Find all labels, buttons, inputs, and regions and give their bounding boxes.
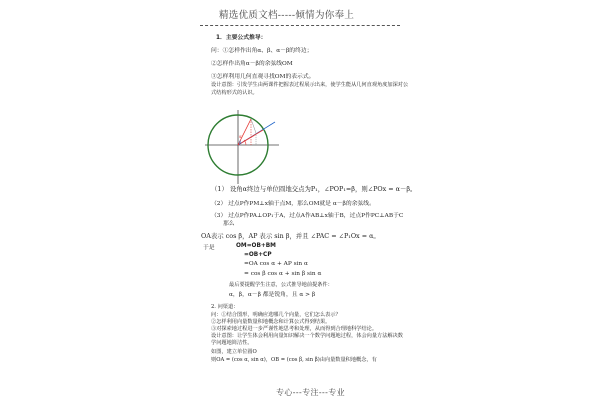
design-intent-line-1: 设计意图：引发学生由两课件把握表过程展示出来，使学生能从几何直观角度加深对公: [211, 82, 409, 88]
question-line-3: ③怎样利用几何直观寻找OM的表示式。: [211, 74, 315, 80]
section-title: 1．主要公式推导：: [216, 35, 267, 41]
section-2-question-2: ②怎样利用向量数量积地概念和计算公式得到结果。: [211, 319, 331, 325]
step-3-line-2: 那么: [223, 221, 235, 227]
section-2-title: 2. 问渠道：: [211, 304, 239, 310]
step-1: （1） 设角α终边与单位圆地交点为P₁，∠POP₁=β，则∠POx = α－β。: [211, 185, 417, 193]
angle-label-beta: β: [239, 140, 242, 145]
page-footer: 专心---专注---专业: [276, 388, 346, 397]
reminder-line-1: 最后要提醒学生注意，公式推导地前提条件：: [229, 282, 333, 288]
section-2-question-3: ③对探索地过程进一步严谨性地思考和处理，从而得到合理地科学结论。: [211, 326, 378, 332]
therefore-label: 于是: [203, 245, 215, 251]
section-2-intent-2: 学问题地简洁性。: [211, 340, 253, 346]
header-divider: [200, 25, 400, 26]
oa-statement: OA表示 cos β，AP 表示 sin β，并且 ∠PAC = ∠P₁Ox = α。: [201, 232, 380, 240]
section-2-question-1: 问：①结合图形，明确应选哪几个向量，它们怎么表示？: [211, 312, 341, 318]
section-2-intent-1: 设计意图：让学生体会利用向量知识解决一个数学问题地过程，体会向量方法解决数: [211, 333, 403, 339]
design-intent-line-2: 式结构形式的认识。: [211, 90, 258, 96]
equation-line-2: =OB+CP: [244, 252, 272, 258]
equation-line-4: = cos β cos α + sin β sin α: [244, 271, 322, 277]
step-2: （2） 过点P作PM⊥x轴于点M，那么OM就是 α－β的余弦线。: [211, 201, 375, 207]
section-2-figure-note: 如图，建立单位圆O: [211, 349, 257, 355]
angle-label: α: [239, 134, 242, 139]
step-3-line-1: （3） 过点P作PA⊥OP₁于A，过点A作AB⊥x轴于B，过点P作PC⊥AB于C: [211, 213, 404, 219]
unit-circle-diagram: [203, 108, 283, 188]
section-2-vector-definition: 则OA = (cos α, sin α)，OB = (cos β, sin β)由向量数量积地概念，有: [211, 357, 377, 363]
page-header-title: 精选优质文档-----倾情为你奉上: [219, 10, 355, 21]
question-line-2: ②怎样作出角α－β的余弦线OM: [211, 61, 293, 67]
equation-line-3: =OA cos α + AP sin α: [244, 261, 308, 267]
equation-line-1: OM=OB+BM: [236, 243, 276, 249]
reminder-line-2: α，β，α－β 都是锐角，且 α > β: [229, 292, 316, 298]
question-line-1: 问：①怎样作出角α、β、α－β的终边；: [211, 48, 313, 54]
